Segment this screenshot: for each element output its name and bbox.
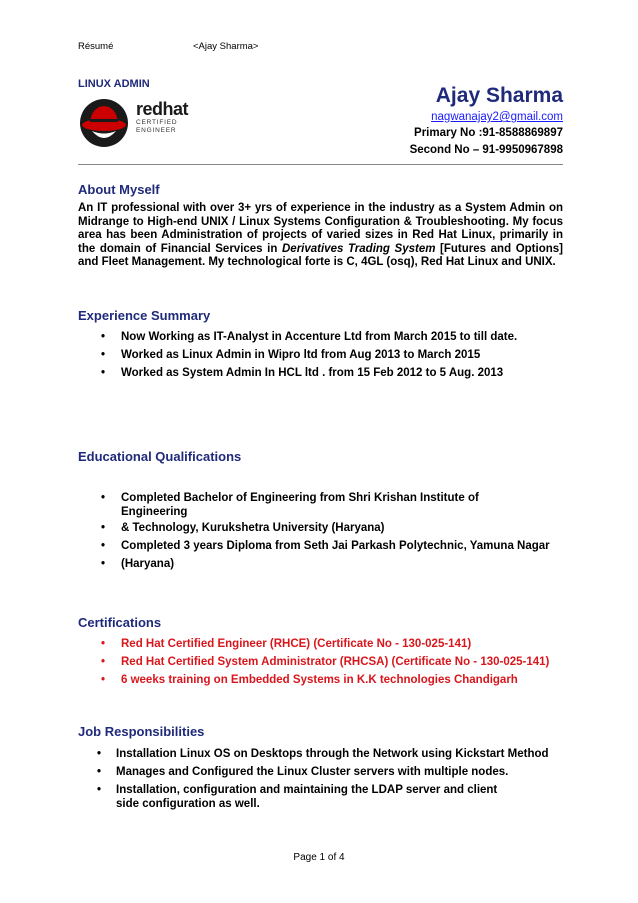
certifications-list [78, 637, 563, 687]
bullet: • [101, 492, 106, 504]
bullet: • [101, 638, 106, 650]
bullet: • [97, 766, 102, 778]
experience-title: Experience Summary [78, 308, 211, 323]
education-item: • (Haryana) [101, 558, 175, 570]
job-item: • Manages and Configured the Linux Cluster servers with multiple nodes. [97, 766, 509, 778]
bullet: • [101, 367, 106, 379]
bullet: • [101, 522, 106, 534]
jobs-list [78, 747, 563, 811]
experience-list [78, 330, 563, 380]
certifications-title: Certifications [78, 615, 162, 630]
job-item: • Installation, configuration and maintaining the LDAP server and client side configuration as well. [97, 784, 498, 810]
education-list [78, 491, 563, 571]
education-title: Educational Qualifications [78, 449, 242, 464]
bullet: • [101, 558, 106, 570]
bullet: • [101, 656, 106, 668]
education-item: • & Technology, Kurukshetra University (Haryana) [101, 522, 385, 534]
bullet: • [101, 674, 106, 686]
about-text-italic: Derivatives Trading System [282, 242, 436, 255]
header-divider [78, 164, 563, 165]
certification-item: • Red Hat Certified System Administrator (RHCSA) (Certificate No - 130-025-141) [101, 656, 550, 668]
role-title: LINUX ADMIN [78, 78, 150, 90]
bullet: • [97, 784, 102, 796]
email-link[interactable]: nagwanajay2@gmail.com [431, 111, 563, 123]
certification-item: • Red Hat Certified Engineer (RHCE) (Certificate No - 130-025-141) [101, 638, 472, 650]
bullet: • [97, 748, 102, 760]
logo-brand-text: redhat [136, 99, 189, 119]
about-text-part1: An IT professional with over 3+ yrs of experience in the industry as a System Admin on Midrange to High-end UNIX / Linux Systems Configuration & Troubleshooting. My focus area has been Administration of projects of varied sizes in Red Hat Linux, primarily in the domain of Financial Services in [78, 202, 563, 255]
experience-item: • Worked as Linux Admin in Wipro ltd from Aug 2013 to March 2015 [101, 349, 481, 361]
jobs-title: Job Responsibilities [78, 724, 205, 739]
redhat-certified-engineer-logo [78, 98, 208, 148]
education-item: • Completed 3 years Diploma from Seth Jai Parkash Polytechnic, Yamuna Nagar [101, 540, 550, 552]
about-title: About Myself [78, 182, 160, 197]
bullet: • [101, 540, 106, 552]
primary-phone: Primary No :91-8588869897 [414, 127, 563, 139]
second-phone: Second No – 91-9950967898 [409, 144, 563, 156]
education-item: • Completed Bachelor of Engineering from Shri Krishan Institute of Engineering [101, 492, 479, 518]
logo-engineer-text: ENGINEER [136, 127, 177, 134]
experience-item: • Now Working as IT-Analyst in Accenture Ltd from March 2015 to till date. [101, 331, 518, 343]
about-paragraph [78, 202, 563, 270]
bullet: • [101, 349, 106, 361]
about-text-part2: [Futures and Options] and Fleet Management. My technological forte is C, 4GL (osq), Red Hat Linux and UNIX. [78, 242, 563, 268]
header-resume-label: Résumé [78, 41, 114, 52]
experience-item: • Worked as System Admin In HCL ltd . from 15 Feb 2012 to 5 Aug. 2013 [101, 367, 504, 379]
certification-item: • 6 weeks training on Embedded Systems in K.K technologies Chandigarh [101, 674, 518, 686]
job-item: • Installation Linux OS on Desktops through the Network using Kickstart Method [97, 748, 549, 760]
page-number: Page 1 of 4 [293, 852, 345, 863]
candidate-name: Ajay Sharma [435, 84, 563, 107]
logo-certified-text: CERTIFIED [136, 119, 178, 126]
header-name-label: <Ajay Sharma> [193, 41, 259, 52]
bullet: • [101, 331, 106, 343]
